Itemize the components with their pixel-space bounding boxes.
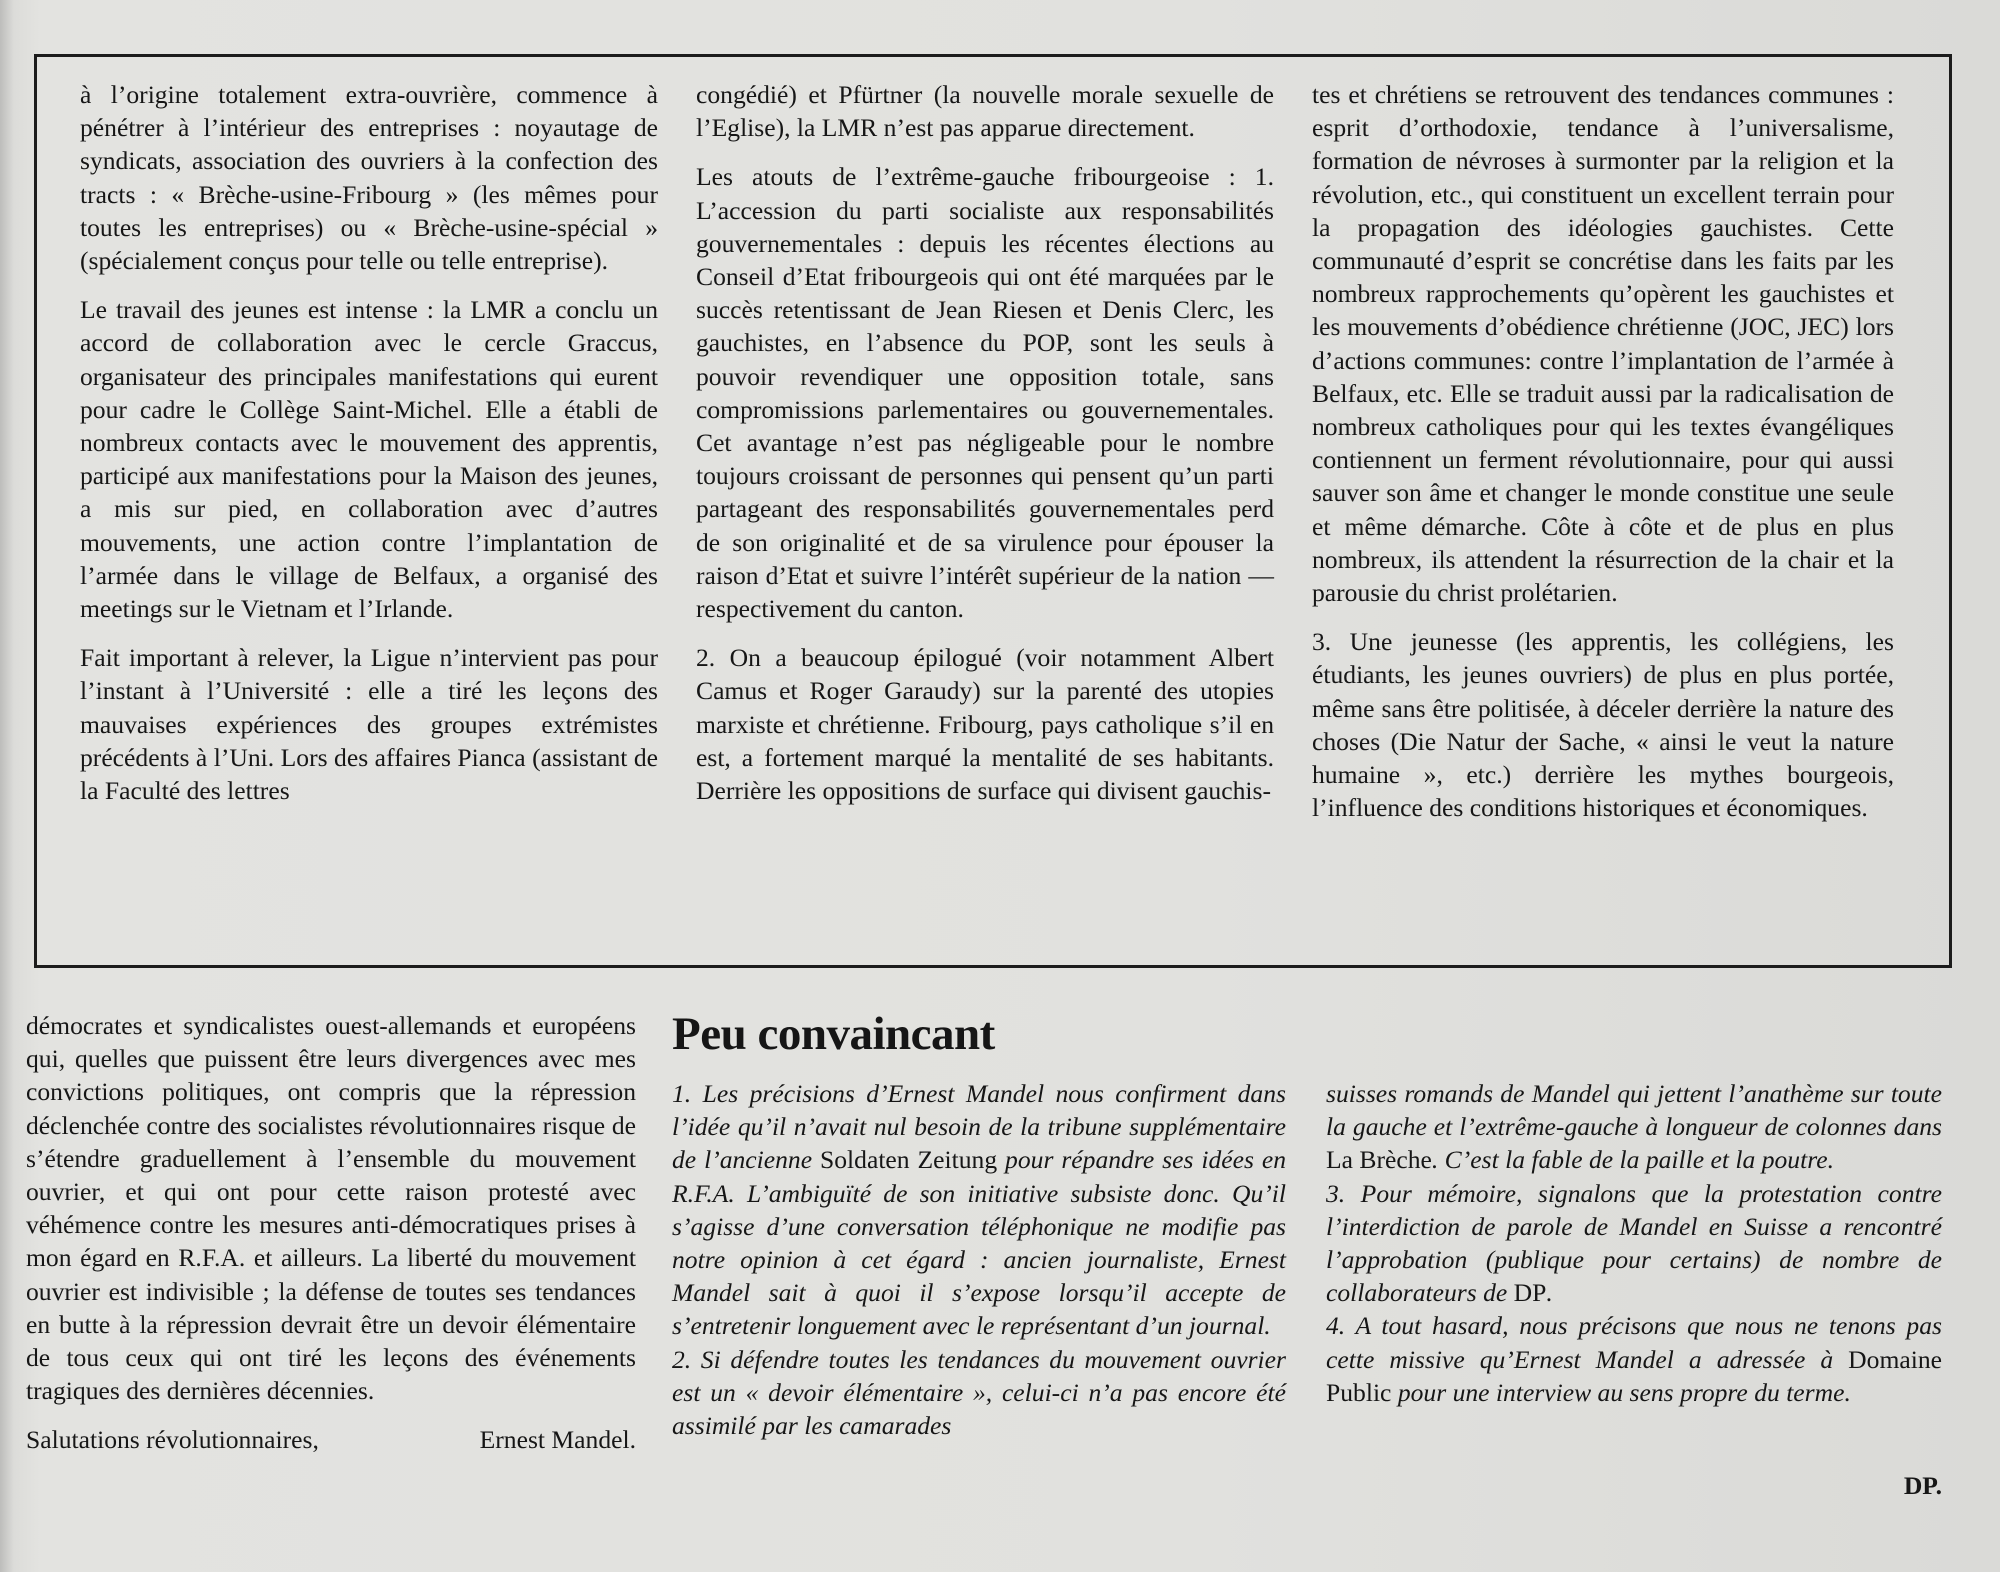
letter-body: démocrates et syndicalistes ouest-allemands et européens qui, quelles que puissent être leurs divergences avec mes convictions politiques, ont compris que la répression déclenchée contre des socialistes révolutionnaires risque de s’étendre graduellement à l’ensemble du mouvement ouvrier, et qui ont pour cette raison protesté avec véhémence contre les mesures anti-démocratiques prises à mon égard en R.F.A. et ailleurs. La liberté du mouvement ouvrier est indivisible ; la défense de toutes ses tendances en butte à la répression devrait être un devoir élémentaire de tous ceux qui ont tiré les leçons des événements tragiques des dernières décennies. xyxy=(26,1011,636,1406)
boxed-article-column-2 xyxy=(696,78,1274,807)
paragraph: Fait important à relever, la Ligue n’intervient pas pour l’instant à l’Université : elle a tiré les leçons des mauvaises expériences des groupes extrémistes précédents à l’Uni. Lors des affaires Pianca (assistant de la Faculté des lettres xyxy=(80,643,658,806)
letter-signature: Ernest Mandel. xyxy=(479,1425,636,1455)
publication-name: Soldaten Zeitung xyxy=(820,1145,998,1175)
boxed-article-column-1 xyxy=(80,78,658,807)
reply-point-4: 4. A tout hasard, nous précisons que nous ne tenons pas cette missive qu’Ernest Mandel a adressée à Domaine Public pour une interview au sens propre du terme. xyxy=(1326,1311,1942,1407)
reply-point-2: 2. Si défendre toutes les tendances du mouvement ouvrier est un « devoir élémentaire », celui-ci n’a pas encore été assimilé par les camarades xyxy=(672,1344,1286,1441)
publication-name: La Brèche xyxy=(1326,1145,1432,1175)
publication-name: DP xyxy=(1513,1278,1547,1308)
reply-point-1: 1. Les précisions d’Ernest Mandel nous confirment dans l’idée qu’il n’avait nul besoin de la tribune supplémentaire de l’ancienne Soldaten Zeitung pour répandre ses idées en R.F.A. L’ambiguïté de son initiative subsiste donc. Qu’il s’agisse d’une conversation téléphonique ne modifie pas notre opinion à cet égard : ancien journaliste, Ernest Mandel sait à quoi il s’expose lorsqu’il accepte de s’entretenir longuement avec le représentant d’un journal. xyxy=(672,1079,1286,1341)
publication-name: Domaine Public xyxy=(1326,1344,1942,1407)
reply-point-2-continued: suisses romands de Mandel qui jettent l’anathème sur toute la gauche et l’extrême-gauche à longueur de colonnes dans La Brèche. C’est la fable de la paille et la poutre. xyxy=(1326,1079,1942,1175)
paragraph: Le travail des jeunes est intense : la LMR a conclu un accord de collaboration avec le cercle Graccus, organisateur des principales manifestations qui eurent pour cadre le Collège Saint-Michel. Elle a établi de nombreux contacts avec le mouvement des apprentis, participé aux manifestations pour la Maison des jeunes, a mis sur pied, en collaboration avec d’autres mouvements, une action contre l’implantation de l’armée dans le village de Belfaux, a organisé des meetings sur le Vietnam et l’Irlande. xyxy=(80,295,658,624)
reply-column-2 xyxy=(1326,1077,1942,1409)
paragraph: tes et chrétiens se retrouvent des tendances communes : esprit d’orthodoxie, tendance à l’universalisme, formation de névroses à surmonter par la religion et la révolution, etc., qui constituent un excellent terrain pour la propagation des idéologies gauchistes. Cette communauté d’esprit se concrétise dans les faits par les nombreux rapprochements qu’opèrent les gauchistes et les mouvements d’obédience chrétienne (JOC, JEC) lors d’actions communes: contre l’implantation de l’armée à Belfaux, etc. Elle se traduit aussi par la radicalisation de nombreux catholiques pour qui les textes évangéliques contiennent un ferment révolutionnaire, pour qui aussi sauver son âme et changer le monde constitue une seule et même démarche. Côte à côte et de plus en plus nombreux, ils attendent la résurrection de la chair et la parousie du christ prolétarien. xyxy=(1312,80,1894,608)
letter-column xyxy=(26,1009,636,1457)
paragraph: Les atouts de l’extrême-gauche fribourgeoise : 1. L’accession du parti socialiste aux responsabilités gouvernementales : depuis les récentes élections au Conseil d’Etat fribourgeois qui ont été marquées par le succès retentissant de Jean Riesen et Denis Clerc, les gauchistes, en l’absence du POP, sont les seuls à pouvoir revendiquer une opposition totale, sans compromissions parlementaires ou gouvernementales. Cet avantage n’est pas négligeable pour le nombre toujours croissant de personnes qui pensent qu’un parti partageant des responsabilités gouvernementales perd de son originalité et de sa virulence pour épouser la raison d’Etat et suivre l’intérêt supérieur de la nation — respectivement du canton. xyxy=(696,162,1274,624)
reply-column-1 xyxy=(672,1077,1286,1442)
letter-signoff xyxy=(26,1423,636,1456)
reply-point-3: 3. Pour mémoire, signalons que la protestation contre l’interdiction de parole de Mandel en Suisse a rencontré l’approbation (publique pour certains) de nombre de collaborateurs de DP. xyxy=(1326,1178,1942,1308)
reply-title: Peu convaincant xyxy=(672,1008,995,1060)
paragraph: à l’origine totalement extra-ouvrière, commence à pénétrer à l’intérieur des entreprises : noyautage de syndicats, association des ouvriers à la confection des tracts : « Brèche-usine-Fribourg » (les mêmes pour toutes les entreprises) ou « Brèche-usine-spécial » (spécialement conçus pour telle ou telle entreprise). xyxy=(80,80,658,276)
letter-closing: Salutations révolutionnaires, xyxy=(26,1425,319,1455)
reply-initials: DP. xyxy=(1903,1471,1942,1500)
paragraph: 3. Une jeunesse (les apprentis, les collégiens, les étudiants, les jeunes ouvriers) de plus en plus portée, même sans être politisée, à déceler derrière la nature des choses (Die Natur der Sache, « ainsi le veut la nature humaine », etc.) derrière les mythes bourgeois, l’influence des conditions historiques et économiques. xyxy=(1312,627,1894,823)
paragraph: congédié) et Pfürtner (la nouvelle morale sexuelle de l’Eglise), la LMR n’est pas apparue directement. xyxy=(696,80,1274,143)
paragraph: 2. On a beaucoup épilogué (voir notamment Albert Camus et Roger Garaudy) sur la parenté des utopies marxiste et chrétienne. Fribourg, pays catholique s’il en est, a fortement marqué la mentalité de ses habitants. Derrière les oppositions de surface qui divisent gauchis- xyxy=(696,643,1274,806)
boxed-article-column-3 xyxy=(1312,78,1894,824)
